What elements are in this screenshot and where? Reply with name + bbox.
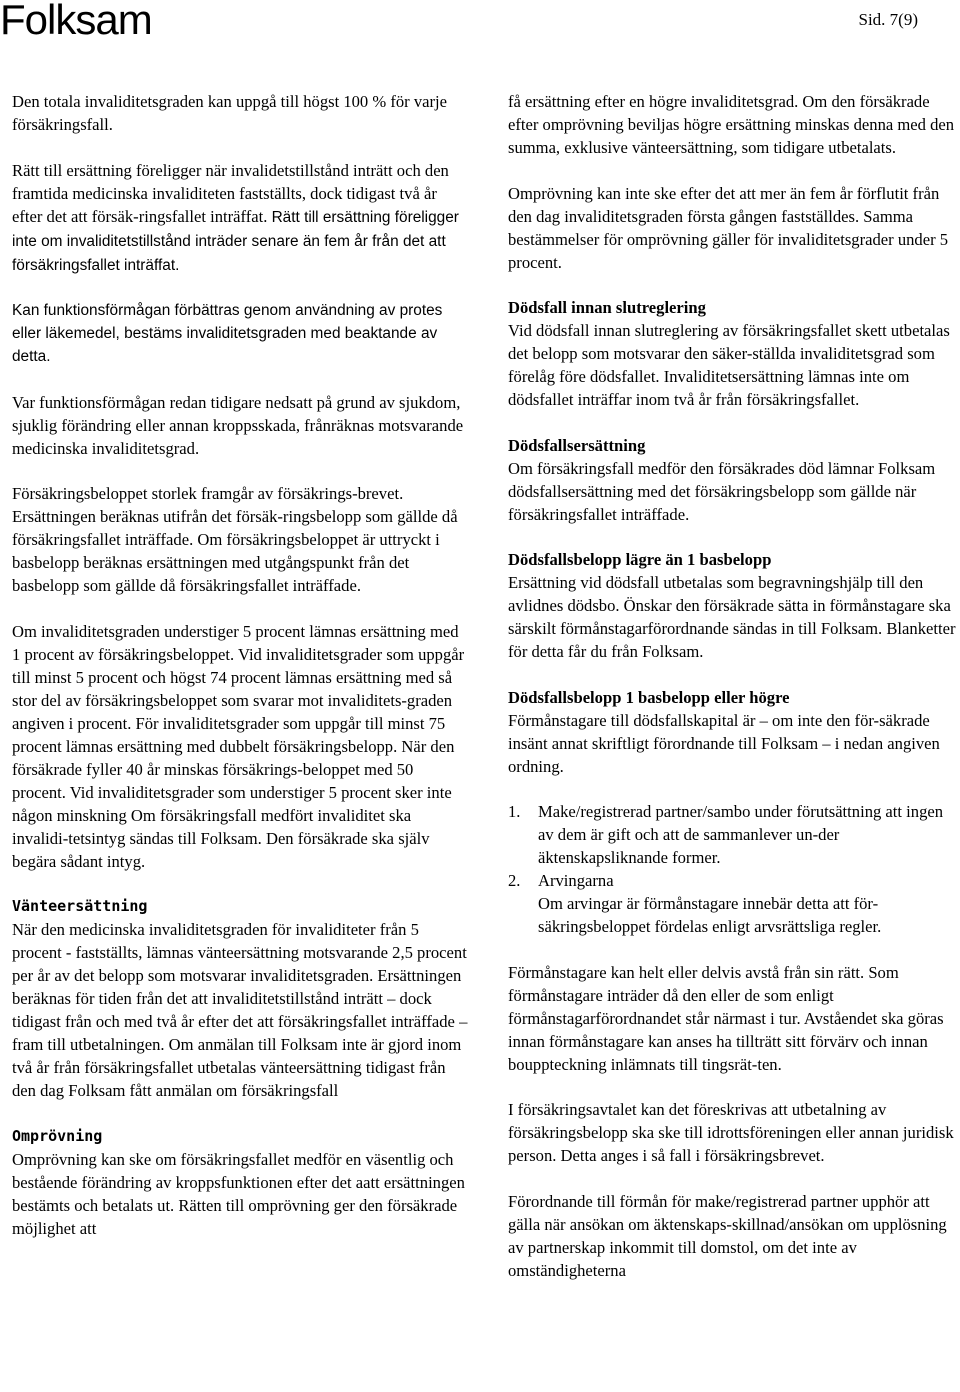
section-dodsfall-innan-slutreglering: [508, 296, 958, 411]
paragraph-juridisk-person: I försäkringsavtalet kan det föreskrivas att utbetalning av försäkringsbelopp ska ske till idrottsföreningen eller annan juridisk person. Detta anges i så fall i försäkringsbrevet.: [508, 1100, 954, 1165]
section-body: Omprövning kan ske om försäkringsfallet medför en väsentlig och bestående förändring av kroppsfunktionen efter det aatt ersättningen bestämts och betalats ut. Rätten till omprövning ger den försäkrade möjlighet att: [12, 1149, 465, 1238]
section-body: Förmånstagare till dödsfallskapital är – om inte den för-säkrade insänt annat skriftligt förordnande till Folksam – i nedan angiven ordning.: [508, 710, 940, 776]
paragraph-omprovning-limit: Omprövning kan inte ske efter det att mer än fem år förflutit från den dag invaliditetsgraden första gången fastställdes. Samma bestämmelser för omprövning gäller för invaliditetsgrader under 5 procent.: [508, 183, 949, 272]
paragraph-right-to-compensation: [12, 159, 470, 277]
folksam-logo: Folksam: [0, 0, 152, 43]
list-item: [508, 869, 958, 938]
beneficiary-order-list: [508, 800, 958, 938]
paragraph-text: Rätt till ersättning föreligger när invalidetstillstånd inträtt och den framtida medicinska invaliditeten fastställts, dock tidigast två år efter det att försäk-ringsfallet inträffat.: [12, 160, 449, 226]
section-heading: Dödsfallsbelopp 1 basbelopp eller högre: [508, 687, 790, 707]
paragraph-omprovning-continued: få ersättning efter en högre invaliditetsgrad. Om den försäkrade efter omprövning beviljas högre ersättning minskas denna med den summa, exklusive vänteersättning, som tidigare utbetalats.: [508, 92, 955, 157]
left-column: [12, 90, 470, 1240]
section-body: När den medicinska invaliditetsgraden för invaliditeter från 5 procent - fastställts, lämnas vänteersättning motsvarande 2,5 procent per år av det belopp som motsvarar invaliditetsgraden. Ersättningen beräknas för tiden från det att invaliditetstillstånd inträtt – dock tidigast från och med två år efter det att försäkringsfallet inträffade – fram till utbetalningen. Om anmälan till Folksam inte är gjord inom två år från försäkringsfallet utbetalas vänteersättning tidigast från den dag Folksam fått anmälan om försäkringsfall: [12, 920, 468, 1100]
paragraph-compensation-levels: Om invaliditetsgraden understiger 5 procent lämnas ersättning med 1 procent av försäkringsbeloppet. Vid invaliditetsgrader som uppgår till minst 5 procent och högst 74 procent lämnas ersättning med så stor del av försäkringsbeloppet som svarar mot invaliditets-graden angiven i procent. För invaliditetsgrader som uppgår till minst 75 procent lämnas ersättning med dubbelt försäkringsbelopp. När den försäkrade fyller 40 år minskas försäkrings-beloppet med 50 procent. Vid invaliditetsgrader som understiger 5 procent sker inte någon minskning Om försäkringsfall medfört invaliditet ska invalidi-tetsintyg sändas till Folksam. Den försäkrade ska själv begära sådant intyg.: [12, 621, 465, 871]
section-heading: Dödsfall innan slutreglering: [508, 298, 706, 317]
paragraph-prior-impairment: Var funktionsförmågan redan tidigare nedsatt på grund av sjukdom, sjuklig förändring eller annan kroppsskada, frånräknas motsvarande medicinska invaliditetsgrad.: [12, 392, 464, 458]
section-body: Vid dödsfall innan slutreglering av försäkringsfallet skett utbetalas det belopp som motsvarar den säker-ställda invaliditetsgrad som förelåg före dödsfallet. Invaliditetsersättning lämnas inte om dödsfallet inträffar inom två år från försäkringsfallet.: [508, 321, 950, 409]
list-item-number: 2.: [508, 871, 521, 890]
right-column: [508, 90, 958, 1282]
section-heading: Omprövning: [12, 1126, 103, 1145]
section-dodsfallsbelopp-hogre: [508, 686, 958, 778]
paragraph-function-improvement: Kan funktionsförmågan förbättras genom användning av protes eller läkemedel, bestäms invaliditetsgraden med beaktande av detta.: [12, 302, 443, 365]
page-number: Sid. 7(9): [858, 10, 918, 29]
paragraph-insurance-amount: Försäkringsbeloppet storlek framgår av försäkrings-brevet. Ersättningen beräknas utifrån det försäk-ringsbelopp som gällde då försäkringsfallet inträffade. Om försäkringsbeloppet är uttryckt i basbelopp beräknas ersättningen med utgångspunkt från det basbelopp som gällde då försäkringsfallet inträffade.: [12, 484, 458, 595]
paragraph-waiver: Förmånstagare kan helt eller delvis avstå från sin rätt. Som förmånstagare inträder då den eller de som enligt förmånstagarförordnandet står närmast i tur. Avståendet ska göras innan förmånstagare kan anses ha tillträtt sitt förvärv och innan bouppteckning inlämnats till tingsrät-ten.: [508, 962, 944, 1074]
list-item-detail: Om arvingar är förmånstagare innebär detta att för-säkringsbeloppet fördelas enligt arvsrättsliga regler.: [538, 894, 882, 936]
section-dodsfallsbelopp-lagre: [508, 548, 958, 663]
section-dodsfallsersattning: [508, 434, 958, 526]
paragraph-text-sans: Rätt till ersättning föreligger inte om invaliditetstillstånd inträder senare än fem år från det att försäkringsfallet inträffat.: [12, 208, 459, 274]
list-item-body: [538, 869, 958, 938]
section-omprovning: [12, 1125, 470, 1240]
list-item: [508, 800, 958, 869]
paragraph-total-invalidity: Den totala invaliditetsgraden kan uppgå till högst 100 % för varje försäkringsfall.: [12, 92, 448, 134]
section-body: Ersättning vid dödsfall utbetalas som begravningshjälp till den avlidnes dödsbo. Önskar den försäkrade sätta in förmånstagare ska särskilt förmånstagarförordnande sändas in till Folksam. Blanketter för detta får du från Folksam.: [508, 573, 956, 661]
section-body: Om försäkringsfall medför den försäkrades död lämnar Folksam dödsfallsersättning med det försäkringsbelopp som gällde när försäkringsfallet inträffade.: [508, 458, 936, 524]
paragraph-forordnande: Förordnande till förmån för make/registrerad partner upphör att gälla när ansökan om äktenskaps-skillnad/ansökan om upplösning av partnerskap inkommit till domstol, om det inte av omständigheterna: [508, 1191, 947, 1280]
section-vanteersattning: [12, 895, 470, 1102]
section-heading: Dödsfallsersättning: [508, 435, 646, 455]
list-item-text: Make/registrerad partner/sambo under förutsättning att ingen av dem är gift och att de sammanlever un-der äktenskapsliknande former.: [538, 802, 944, 867]
list-item-text: Arvingarna: [538, 871, 614, 890]
list-item-number: 1.: [508, 802, 521, 821]
section-heading: Vänteersättning: [12, 897, 148, 915]
section-heading: Dödsfallsbelopp lägre än 1 basbelopp: [508, 550, 772, 569]
